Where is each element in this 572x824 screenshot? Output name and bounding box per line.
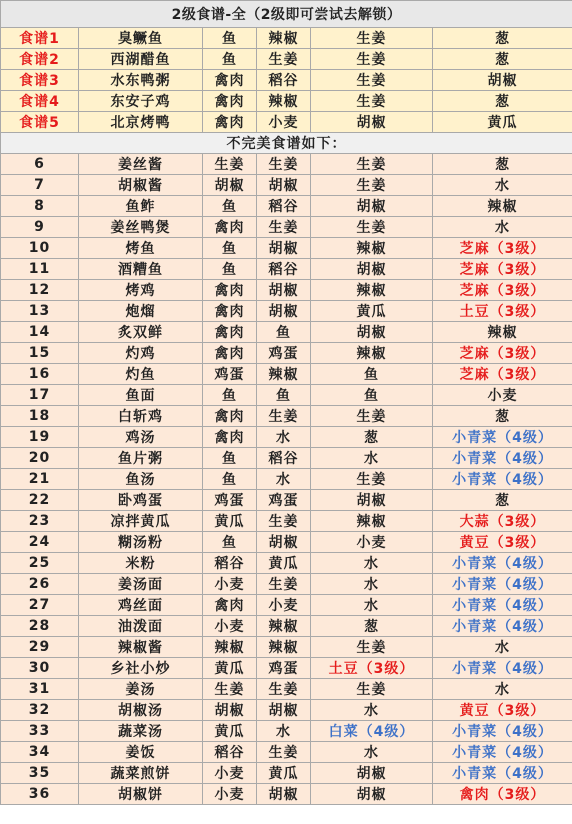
recipe-row: [1, 280, 572, 301]
recipe-row: [1, 322, 572, 343]
ingredient-3: 水: [311, 448, 433, 469]
recipe-number: 29: [1, 637, 79, 658]
recipe-row: [1, 574, 572, 595]
ingredient-1: 鱼: [203, 385, 257, 406]
recipe-number: 8: [1, 196, 79, 217]
ingredient-4: 胡椒: [433, 70, 572, 91]
recipe-number: 7: [1, 175, 79, 196]
recipe-name: 蔬菜汤: [79, 721, 203, 742]
recipe-name: 糊汤粉: [79, 532, 203, 553]
ingredient-1: 小麦: [203, 616, 257, 637]
recipe-number: 34: [1, 742, 79, 763]
recipe-row: [1, 217, 572, 238]
ingredient-4: 芝麻（3级）: [433, 238, 572, 259]
ingredient-3: 白菜（4级）: [311, 721, 433, 742]
recipe-row: [1, 763, 572, 784]
recipe-name: 姜丝酱: [79, 154, 203, 175]
ingredient-2: 生姜: [257, 406, 311, 427]
ingredient-1: 禽肉: [203, 280, 257, 301]
recipe-row: [1, 49, 572, 70]
recipe-name: 鸡汤: [79, 427, 203, 448]
ingredient-2: 生姜: [257, 742, 311, 763]
ingredient-3: 辣椒: [311, 280, 433, 301]
recipe-name: 姜汤: [79, 679, 203, 700]
recipe-row: [1, 616, 572, 637]
ingredient-2: 稻谷: [257, 448, 311, 469]
recipe-number: 28: [1, 616, 79, 637]
recipe-number: 33: [1, 721, 79, 742]
ingredient-1: 禽肉: [203, 112, 257, 133]
ingredient-1: 小麦: [203, 763, 257, 784]
ingredient-2: 胡椒: [257, 175, 311, 196]
ingredient-3: 胡椒: [311, 112, 433, 133]
recipe-number: 20: [1, 448, 79, 469]
ingredient-1: 禽肉: [203, 301, 257, 322]
ingredient-1: 鱼: [203, 49, 257, 70]
ingredient-2: 生姜: [257, 154, 311, 175]
ingredient-3: 生姜: [311, 91, 433, 112]
ingredient-3: 葱: [311, 616, 433, 637]
ingredient-4: 小青菜（4级）: [433, 553, 572, 574]
ingredient-1: 辣椒: [203, 637, 257, 658]
ingredient-3: 小麦: [311, 532, 433, 553]
recipe-name: 油泼面: [79, 616, 203, 637]
recipe-row: [1, 511, 572, 532]
recipe-row: [1, 700, 572, 721]
recipe-name: 西湖醋鱼: [79, 49, 203, 70]
ingredient-3: 生姜: [311, 217, 433, 238]
recipe-number: 13: [1, 301, 79, 322]
recipe-row: [1, 196, 572, 217]
ingredient-1: 禽肉: [203, 70, 257, 91]
recipe-number: 21: [1, 469, 79, 490]
ingredient-1: 鸡蛋: [203, 364, 257, 385]
recipe-name: 鸡丝面: [79, 595, 203, 616]
recipe-name: 烤鸡: [79, 280, 203, 301]
ingredient-1: 黄瓜: [203, 721, 257, 742]
ingredient-2: 鱼: [257, 385, 311, 406]
ingredient-2: 辣椒: [257, 616, 311, 637]
ingredient-3: 水: [311, 742, 433, 763]
recipe-name: 米粉: [79, 553, 203, 574]
ingredient-4: 水: [433, 175, 572, 196]
ingredient-4: 葱: [433, 490, 572, 511]
recipe-row: [1, 784, 572, 805]
ingredient-4: 芝麻（3级）: [433, 280, 572, 301]
recipe-name: 烤鱼: [79, 238, 203, 259]
recipe-name: 胡椒饼: [79, 784, 203, 805]
ingredient-2: 生姜: [257, 574, 311, 595]
recipe-name: 水东鸭粥: [79, 70, 203, 91]
recipe-number: 17: [1, 385, 79, 406]
ingredient-1: 鱼: [203, 469, 257, 490]
ingredient-1: 小麦: [203, 784, 257, 805]
recipe-name: 灼鸡: [79, 343, 203, 364]
recipe-name: 凉拌黄瓜: [79, 511, 203, 532]
recipe-row: [1, 679, 572, 700]
ingredient-2: 辣椒: [257, 28, 311, 49]
ingredient-1: 鱼: [203, 28, 257, 49]
recipe-number: 6: [1, 154, 79, 175]
ingredient-4: 小青菜（4级）: [433, 658, 572, 679]
ingredient-2: 鸡蛋: [257, 343, 311, 364]
recipe-number: 25: [1, 553, 79, 574]
ingredient-3: 生姜: [311, 175, 433, 196]
ingredient-4: 水: [433, 637, 572, 658]
ingredient-1: 稻谷: [203, 742, 257, 763]
ingredient-2: 鱼: [257, 322, 311, 343]
recipe-row: [1, 259, 572, 280]
ingredient-1: 黄瓜: [203, 658, 257, 679]
ingredient-2: 辣椒: [257, 91, 311, 112]
recipe-name: 白斩鸡: [79, 406, 203, 427]
recipe-name: 姜饭: [79, 742, 203, 763]
ingredient-4: 禽肉（3级）: [433, 784, 572, 805]
ingredient-1: 生姜: [203, 679, 257, 700]
ingredient-3: 生姜: [311, 469, 433, 490]
ingredient-3: 鱼: [311, 385, 433, 406]
ingredient-1: 黄瓜: [203, 511, 257, 532]
ingredient-4: 小青菜（4级）: [433, 742, 572, 763]
recipe-number: 食谱2: [1, 49, 79, 70]
ingredient-1: 禽肉: [203, 91, 257, 112]
ingredient-3: 胡椒: [311, 490, 433, 511]
recipe-row: [1, 343, 572, 364]
recipe-name: 鱼鲊: [79, 196, 203, 217]
ingredient-1: 鱼: [203, 196, 257, 217]
ingredient-3: 辣椒: [311, 511, 433, 532]
recipe-row: [1, 532, 572, 553]
recipe-name: 胡椒汤: [79, 700, 203, 721]
recipe-name: 卧鸡蛋: [79, 490, 203, 511]
ingredient-1: 禽肉: [203, 427, 257, 448]
ingredient-2: 稻谷: [257, 70, 311, 91]
ingredient-4: 小青菜（4级）: [433, 427, 572, 448]
recipe-number: 32: [1, 700, 79, 721]
recipe-row: [1, 301, 572, 322]
ingredient-3: 辣椒: [311, 343, 433, 364]
ingredient-1: 鱼: [203, 259, 257, 280]
recipe-name: 姜丝鸭煲: [79, 217, 203, 238]
recipe-number: 35: [1, 763, 79, 784]
recipe-row: [1, 112, 572, 133]
ingredient-2: 胡椒: [257, 280, 311, 301]
recipe-row: [1, 553, 572, 574]
ingredient-2: 水: [257, 721, 311, 742]
recipe-row: [1, 637, 572, 658]
ingredient-3: 胡椒: [311, 784, 433, 805]
ingredient-3: 水: [311, 574, 433, 595]
ingredient-3: 生姜: [311, 154, 433, 175]
recipe-row: [1, 427, 572, 448]
ingredient-3: 生姜: [311, 406, 433, 427]
recipe-number: 27: [1, 595, 79, 616]
recipe-number: 食谱3: [1, 70, 79, 91]
recipe-row: [1, 406, 572, 427]
ingredient-1: 小麦: [203, 574, 257, 595]
table-title: 2级食谱-全（2级即可尝试去解锁）: [1, 1, 572, 28]
ingredient-1: 鱼: [203, 448, 257, 469]
subtitle: 不完美食谱如下：: [1, 133, 572, 154]
ingredient-4: 芝麻（3级）: [433, 343, 572, 364]
ingredient-4: 辣椒: [433, 196, 572, 217]
ingredient-3: 葱: [311, 427, 433, 448]
recipe-number: 11: [1, 259, 79, 280]
recipe-row: [1, 385, 572, 406]
ingredient-1: 稻谷: [203, 553, 257, 574]
ingredient-4: 小麦: [433, 385, 572, 406]
recipe-row: [1, 469, 572, 490]
recipe-row: [1, 238, 572, 259]
recipe-name: 东安子鸡: [79, 91, 203, 112]
ingredient-1: 禽肉: [203, 322, 257, 343]
recipe-name: 鱼面: [79, 385, 203, 406]
recipe-row: [1, 721, 572, 742]
ingredient-4: 小青菜（4级）: [433, 469, 572, 490]
ingredient-2: 鸡蛋: [257, 658, 311, 679]
title-row: [1, 1, 572, 28]
ingredient-4: 小青菜（4级）: [433, 448, 572, 469]
ingredient-3: 辣椒: [311, 238, 433, 259]
ingredient-3: 水: [311, 595, 433, 616]
ingredient-2: 水: [257, 469, 311, 490]
recipe-number: 食谱1: [1, 28, 79, 49]
ingredient-4: 土豆（3级）: [433, 301, 572, 322]
recipe-row: [1, 91, 572, 112]
recipe-row: [1, 28, 572, 49]
recipe-number: 26: [1, 574, 79, 595]
recipe-number: 14: [1, 322, 79, 343]
recipe-name: 臭鳜鱼: [79, 28, 203, 49]
ingredient-3: 生姜: [311, 49, 433, 70]
ingredient-2: 小麦: [257, 595, 311, 616]
ingredient-4: 小青菜（4级）: [433, 616, 572, 637]
ingredient-3: 生姜: [311, 637, 433, 658]
recipe-name: 胡椒酱: [79, 175, 203, 196]
ingredient-3: 土豆（3级）: [311, 658, 433, 679]
recipe-name: 乡社小炒: [79, 658, 203, 679]
ingredient-4: 小青菜（4级）: [433, 595, 572, 616]
ingredient-4: 葱: [433, 91, 572, 112]
ingredient-2: 小麦: [257, 112, 311, 133]
ingredient-4: 葱: [433, 49, 572, 70]
recipe-row: [1, 175, 572, 196]
ingredient-4: 黄豆（3级）: [433, 532, 572, 553]
recipe-number: 食谱4: [1, 91, 79, 112]
recipe-name: 鱼片粥: [79, 448, 203, 469]
ingredient-2: 鸡蛋: [257, 490, 311, 511]
recipe-name: 酒糟鱼: [79, 259, 203, 280]
recipe-row: [1, 658, 572, 679]
ingredient-4: 水: [433, 679, 572, 700]
ingredient-1: 禽肉: [203, 217, 257, 238]
recipe-number: 24: [1, 532, 79, 553]
recipe-number: 36: [1, 784, 79, 805]
ingredient-4: 小青菜（4级）: [433, 763, 572, 784]
recipe-name: 姜汤面: [79, 574, 203, 595]
ingredient-2: 胡椒: [257, 784, 311, 805]
ingredient-3: 鱼: [311, 364, 433, 385]
recipe-row: [1, 154, 572, 175]
ingredient-2: 胡椒: [257, 532, 311, 553]
ingredient-4: 小青菜（4级）: [433, 574, 572, 595]
ingredient-3: 水: [311, 553, 433, 574]
ingredient-3: 胡椒: [311, 259, 433, 280]
recipe-number: 9: [1, 217, 79, 238]
recipe-number: 30: [1, 658, 79, 679]
ingredient-4: 大蒜（3级）: [433, 511, 572, 532]
recipe-number: 19: [1, 427, 79, 448]
recipe-row: [1, 448, 572, 469]
ingredient-3: 生姜: [311, 70, 433, 91]
recipe-number: 食谱5: [1, 112, 79, 133]
ingredient-3: 胡椒: [311, 322, 433, 343]
recipe-number: 12: [1, 280, 79, 301]
ingredient-4: 芝麻（3级）: [433, 364, 572, 385]
ingredient-2: 生姜: [257, 679, 311, 700]
ingredient-1: 胡椒: [203, 175, 257, 196]
ingredient-2: 胡椒: [257, 301, 311, 322]
recipe-number: 31: [1, 679, 79, 700]
recipe-name: 辣椒酱: [79, 637, 203, 658]
ingredient-1: 鱼: [203, 532, 257, 553]
ingredient-1: 禽肉: [203, 406, 257, 427]
recipe-row: [1, 595, 572, 616]
ingredient-4: 黄豆（3级）: [433, 700, 572, 721]
ingredient-4: 小青菜（4级）: [433, 721, 572, 742]
recipe-number: 16: [1, 364, 79, 385]
ingredient-3: 胡椒: [311, 763, 433, 784]
ingredient-3: 黄瓜: [311, 301, 433, 322]
ingredient-2: 辣椒: [257, 364, 311, 385]
ingredient-3: 胡椒: [311, 196, 433, 217]
ingredient-2: 稻谷: [257, 196, 311, 217]
ingredient-3: 水: [311, 700, 433, 721]
subtitle-row: [1, 133, 572, 154]
ingredient-2: 生姜: [257, 511, 311, 532]
recipe-row: [1, 70, 572, 91]
recipe-name: 鱼汤: [79, 469, 203, 490]
ingredient-1: 胡椒: [203, 700, 257, 721]
ingredient-2: 稻谷: [257, 259, 311, 280]
ingredient-4: 芝麻（3级）: [433, 259, 572, 280]
recipe-number: 22: [1, 490, 79, 511]
recipe-number: 15: [1, 343, 79, 364]
ingredient-2: 辣椒: [257, 637, 311, 658]
ingredient-4: 葱: [433, 406, 572, 427]
recipe-row: [1, 364, 572, 385]
ingredient-4: 水: [433, 217, 572, 238]
recipe-row: [1, 742, 572, 763]
ingredient-4: 葱: [433, 154, 572, 175]
ingredient-3: 生姜: [311, 28, 433, 49]
recipe-name: 北京烤鸭: [79, 112, 203, 133]
ingredient-1: 鱼: [203, 238, 257, 259]
ingredient-3: 生姜: [311, 679, 433, 700]
ingredient-2: 黄瓜: [257, 553, 311, 574]
ingredient-4: 黄瓜: [433, 112, 572, 133]
recipe-name: 灼鱼: [79, 364, 203, 385]
ingredient-4: 辣椒: [433, 322, 572, 343]
ingredient-2: 水: [257, 427, 311, 448]
recipe-name: 炙双鲜: [79, 322, 203, 343]
ingredient-2: 黄瓜: [257, 763, 311, 784]
ingredient-2: 胡椒: [257, 238, 311, 259]
recipe-number: 10: [1, 238, 79, 259]
ingredient-1: 生姜: [203, 154, 257, 175]
recipe-row: [1, 490, 572, 511]
ingredient-1: 禽肉: [203, 595, 257, 616]
ingredient-1: 鸡蛋: [203, 490, 257, 511]
ingredient-2: 生姜: [257, 49, 311, 70]
ingredient-1: 禽肉: [203, 343, 257, 364]
ingredient-4: 葱: [433, 28, 572, 49]
recipe-number: 18: [1, 406, 79, 427]
recipe-number: 23: [1, 511, 79, 532]
ingredient-2: 胡椒: [257, 700, 311, 721]
ingredient-2: 生姜: [257, 217, 311, 238]
recipe-name: 炮熘: [79, 301, 203, 322]
recipe-name: 蔬菜煎饼: [79, 763, 203, 784]
